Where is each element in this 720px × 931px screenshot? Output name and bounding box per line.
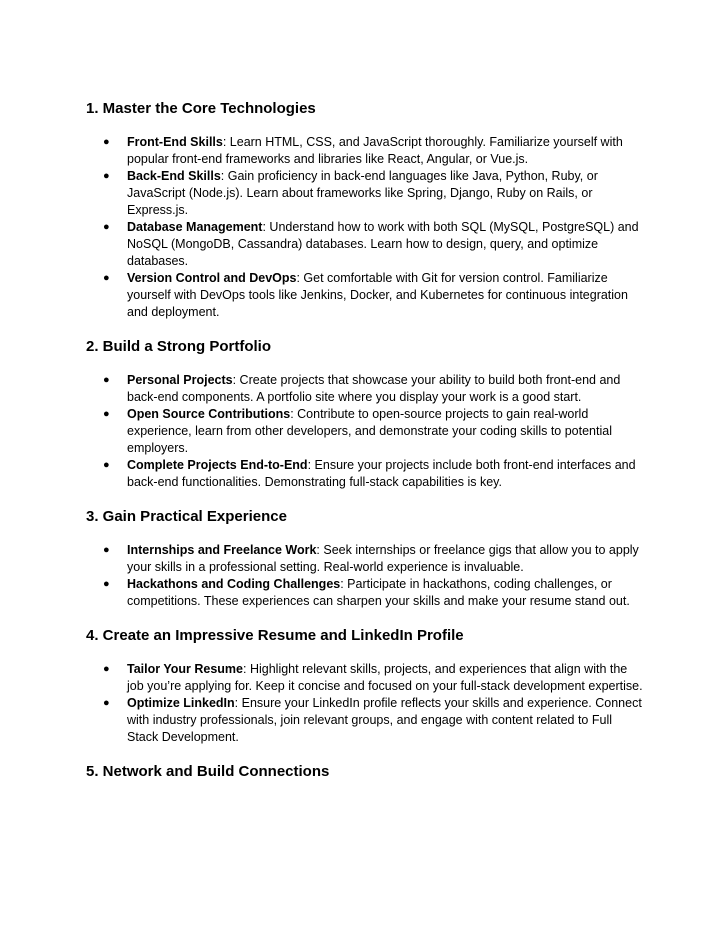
item-text: : Create projects that showcase your ability to build both front-end and back-end components. A portfolio site where you display your work is a good start.	[127, 373, 621, 404]
bullet-icon: ●	[103, 408, 110, 420]
list-item	[86, 219, 646, 270]
list-item	[86, 168, 646, 219]
item-term: Version Control and DevOps	[127, 271, 297, 285]
section-network-connections	[86, 762, 646, 782]
document-content	[86, 99, 646, 797]
bullet-icon: ●	[103, 459, 110, 471]
item-text: : Participate in hackathons, coding challenges, or competitions. These experiences can sharpen your skills and make your resume stand out.	[127, 577, 630, 608]
list-item	[86, 372, 646, 406]
bullet-icon: ●	[103, 544, 110, 556]
bullet-icon: ●	[103, 136, 110, 148]
item-text: : Highlight relevant skills, projects, and experiences that align with the job you’re applying for. Keep it concise and focused on your full-stack development expertise.	[127, 662, 643, 693]
section-master-core-technologies	[86, 99, 646, 321]
section-build-portfolio	[86, 337, 646, 491]
list-item	[86, 576, 646, 610]
item-text: : Learn HTML, CSS, and JavaScript thoroughly. Familiarize yourself with popular front-end frameworks and libraries like React, Angular, or Vue.js.	[127, 135, 623, 166]
bullet-list	[86, 372, 646, 491]
list-item	[86, 661, 646, 695]
item-term: Front-End Skills	[127, 135, 223, 149]
bullet-icon: ●	[103, 221, 110, 233]
section-heading: 1. Master the Core Technologies	[86, 100, 316, 117]
bullet-icon: ●	[103, 697, 110, 709]
list-item	[86, 457, 646, 491]
section-heading: 4. Create an Impressive Resume and LinkedIn Profile	[86, 627, 464, 644]
bullet-icon: ●	[103, 374, 110, 386]
item-text: : Understand how to work with both SQL (MySQL, PostgreSQL) and NoSQL (MongoDB, Cassandra) databases. Learn how to design, query, and optimize databases.	[127, 220, 639, 268]
section-resume-linkedin	[86, 626, 646, 746]
item-term: Personal Projects	[127, 373, 233, 387]
list-item	[86, 406, 646, 457]
list-item	[86, 695, 646, 746]
item-text: : Ensure your LinkedIn profile reflects your skills and experience. Connect with industry professionals, join relevant groups, and engage with content related to Full Stack Development.	[127, 696, 642, 744]
bullet-list	[86, 661, 646, 746]
item-term: Optimize LinkedIn	[127, 696, 235, 710]
section-heading: 2. Build a Strong Portfolio	[86, 338, 271, 355]
item-term: Hackathons and Coding Challenges	[127, 577, 341, 591]
item-term: Back-End Skills	[127, 169, 221, 183]
bullet-icon: ●	[103, 663, 110, 675]
item-text: : Gain proficiency in back-end languages like Java, Python, Ruby, or JavaScript (Node.js). Learn about frameworks like Spring, Django, Ruby on Rails, or Express.js.	[127, 169, 598, 217]
item-term: Internships and Freelance Work	[127, 543, 317, 557]
item-text: : Contribute to open-source projects to gain real-world experience, learn from other developers, and demonstrate your coding skills to potential employers.	[127, 407, 612, 455]
item-text: : Ensure your projects include both front-end interfaces and back-end functionalities. Demonstrating full-stack capabilities is key.	[127, 458, 636, 489]
bullet-icon: ●	[103, 170, 110, 182]
section-heading: 5. Network and Build Connections	[86, 763, 330, 780]
item-term: Database Management	[127, 220, 263, 234]
item-term: Complete Projects End-to-End	[127, 458, 308, 472]
bullet-list	[86, 134, 646, 321]
section-practical-experience	[86, 507, 646, 610]
list-item	[86, 542, 646, 576]
item-term: Open Source Contributions	[127, 407, 291, 421]
item-term: Tailor Your Resume	[127, 662, 244, 676]
bullet-icon: ●	[103, 578, 110, 590]
bullet-icon: ●	[103, 272, 110, 284]
list-item	[86, 270, 646, 321]
item-text: : Seek internships or freelance gigs that allow you to apply your skills in a professional setting. Real-world experience is invaluable.	[127, 543, 639, 574]
bullet-list	[86, 542, 646, 610]
list-item	[86, 134, 646, 168]
section-heading: 3. Gain Practical Experience	[86, 508, 287, 525]
item-text: : Get comfortable with Git for version control. Familiarize yourself with DevOps tools like Jenkins, Docker, and Kubernetes for continuous integration and deployment.	[127, 271, 628, 319]
